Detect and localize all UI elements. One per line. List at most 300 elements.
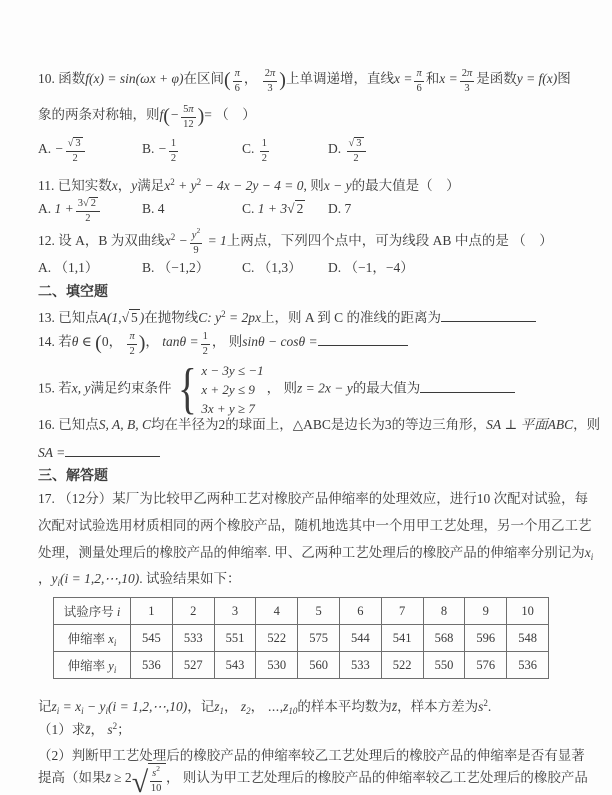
- radical-sign: √: [348, 137, 355, 149]
- question-15: [38, 357, 582, 420]
- text-run: A.: [38, 141, 55, 156]
- sqrt-fraction-expression: √ $\frac{s^2}{10}$: [132, 763, 166, 795]
- math-run: SA: [486, 417, 502, 432]
- radicand: 2: [296, 201, 304, 216]
- text-run: B. （−1,2）: [142, 260, 210, 275]
- text-run: 是函数: [476, 71, 517, 86]
- fraction-numerator: [181, 104, 196, 118]
- text-run: 2: [72, 153, 78, 164]
- fraction: [169, 138, 178, 165]
- section-fill-in-title: 二、填空题: [38, 285, 108, 300]
- answer-q11-option-c: [242, 196, 328, 222]
- big-paren: (: [163, 105, 170, 127]
- text-run: 5: [183, 103, 189, 115]
- superscript: 2: [112, 721, 118, 731]
- math-run: π: [270, 67, 276, 79]
- text-run: （1）求: [38, 722, 86, 737]
- text-run: 上两点，下列四个点中，可为线段 AB 中点的是 （ ）: [226, 233, 553, 248]
- fraction-numerator: [260, 138, 269, 152]
- math-run: x, y: [71, 380, 91, 396]
- text-run: C.: [242, 201, 258, 216]
- fraction-denominator: [66, 152, 85, 165]
- text-run: 17. （12分）某厂为比较甲乙两种工艺对橡胶产品伸缩率的处理效应，进行10 次配对试验，每: [38, 491, 589, 506]
- superscript: 2: [221, 309, 226, 319]
- text-run: 6: [234, 83, 240, 94]
- text-run: B.: [142, 141, 158, 156]
- table-column-header: 5: [298, 598, 340, 625]
- superscript: 2: [156, 764, 160, 773]
- text-run: ，: [224, 699, 241, 714]
- text-run: 2: [170, 153, 177, 164]
- question-11-options: [38, 196, 582, 225]
- text-run: 次配对试验选用材质相同的两个橡胶产品，随机地选其中一个用甲工艺处理，另一个用乙工艺: [38, 518, 592, 533]
- table-cell: 543: [214, 652, 256, 679]
- cases-line: [201, 380, 263, 399]
- math-run: π: [129, 330, 135, 342]
- math-run: y: [131, 178, 138, 193]
- question-10-options: [38, 136, 582, 165]
- math-run: 3x + y ≥ 7: [201, 401, 255, 416]
- subscript: i: [113, 637, 117, 648]
- math-run: s: [107, 722, 113, 737]
- fraction-numerator: [150, 765, 162, 782]
- fraction-numerator: [127, 331, 136, 345]
- text-run: 14. 若: [38, 334, 72, 349]
- math-run: z̄: [105, 770, 111, 786]
- text-run: 16. 已知点: [38, 417, 99, 432]
- fraction-denominator: [233, 82, 242, 95]
- text-run: 2: [202, 346, 208, 357]
- text-run: 2: [261, 153, 268, 164]
- math-run: x: [111, 178, 118, 193]
- text-run: B. 4: [142, 201, 165, 216]
- math-run: ): [139, 310, 145, 325]
- text-run: 的最大值为: [352, 380, 421, 396]
- fraction: [76, 198, 100, 225]
- text-run: 2: [129, 346, 135, 357]
- math-run: 1 +: [54, 201, 74, 216]
- big-paren: (: [95, 332, 102, 354]
- math-run: π: [188, 103, 194, 115]
- text-run: ≥ 2: [110, 770, 132, 786]
- text-run: 的样本平均数为: [297, 699, 392, 714]
- math-run: tanθ =: [162, 334, 199, 349]
- question-16-line-2: [38, 440, 582, 466]
- math-run: − 4x − 2y − 4 = 0: [201, 178, 304, 193]
- math-run: y: [191, 229, 197, 241]
- answer-q12-option-a: [38, 255, 142, 281]
- text-run: ，: [145, 334, 163, 349]
- text-run: 10. 函数: [38, 71, 86, 86]
- fraction: [201, 331, 210, 358]
- subscript: 2: [246, 706, 251, 716]
- table-column-header: 3: [214, 598, 256, 625]
- text-run: 象的两条对称轴，则: [38, 107, 160, 122]
- text-run: 处理，测量处理后的橡胶产品的伸缩率. 甲、乙两种工艺处理后的橡胶产品的伸缩率分别记为: [38, 545, 585, 560]
- answer-blank: [441, 306, 536, 322]
- math-run: A(1,: [98, 310, 122, 325]
- text-run: D. 7: [328, 201, 352, 216]
- math-run: z = 2x − y: [296, 380, 353, 396]
- text-run: D.: [328, 141, 345, 156]
- text-run: 2: [264, 67, 271, 79]
- table-column-header: 4: [256, 598, 298, 625]
- fraction-numerator: [414, 68, 423, 82]
- table-cell: 536: [131, 652, 173, 679]
- big-paren: ): [279, 69, 286, 91]
- radical-sign: √: [67, 137, 74, 149]
- text-run: 9: [193, 245, 199, 256]
- superscript: 2: [170, 232, 176, 242]
- math-run: x − 3y ≤ −1: [201, 363, 264, 378]
- text-run: ，: [117, 178, 132, 193]
- fraction: [233, 68, 242, 95]
- table-row-label: [54, 652, 131, 679]
- answer-q11-option-b: [142, 196, 242, 222]
- question-10-line-1: [38, 66, 582, 95]
- left-brace: {: [178, 357, 198, 420]
- fraction-denominator: [150, 782, 162, 795]
- fraction-numerator: [201, 331, 210, 345]
- text-run: 和: [425, 71, 440, 86]
- answer-q11-option-d: [328, 196, 351, 222]
- text-run: C.: [242, 141, 258, 156]
- math-run: −: [169, 107, 180, 122]
- table-cell: 576: [465, 652, 507, 679]
- math-run: −: [175, 233, 188, 248]
- fraction: [181, 104, 196, 131]
- text-run: 满足约束条件: [90, 380, 172, 396]
- table-column-header: 8: [423, 598, 465, 625]
- text-run: 试验序号: [63, 605, 117, 619]
- text-run: 12. 设 A，B 为双曲线: [38, 233, 165, 248]
- superscript: 2: [196, 225, 201, 235]
- math-run: 平面ABC: [520, 417, 574, 432]
- text-run: 6: [416, 83, 422, 94]
- question-17-part-2-line-2: [38, 763, 588, 795]
- text-run: 0，: [101, 334, 126, 349]
- fraction-numerator: [190, 227, 202, 244]
- text-run: 1: [202, 330, 208, 342]
- subscript: i: [590, 552, 594, 562]
- table-row-label: [54, 625, 131, 652]
- text-run: ，记: [187, 699, 215, 714]
- subscript: i: [57, 578, 61, 588]
- fraction-denominator: [127, 345, 136, 358]
- math-run: −: [157, 141, 167, 156]
- table-column-header: 6: [339, 598, 381, 625]
- math-run: z: [51, 699, 57, 714]
- radicand: 3: [356, 137, 362, 149]
- text-run: 1: [170, 137, 177, 149]
- question-10-line-2: [38, 102, 582, 131]
- math-run: s: [478, 699, 484, 714]
- text-run: ，则: [573, 417, 601, 432]
- table-cell: 560: [298, 652, 340, 679]
- fraction-numerator: [347, 138, 366, 152]
- fraction: [263, 68, 278, 95]
- table-cell: 527: [172, 652, 214, 679]
- math-run: π: [466, 67, 473, 79]
- fraction-numerator: [76, 198, 100, 212]
- math-run: x: [164, 178, 171, 193]
- question-12-line-1: [38, 224, 582, 257]
- table-cell: 533: [339, 652, 381, 679]
- math-run: y = f(x): [516, 71, 558, 86]
- table-column-header: 2: [172, 598, 214, 625]
- text-run: （2）判断甲工艺处理后的橡胶产品的伸缩率较乙工艺处理后的橡胶产品的伸缩率是否有显著: [38, 748, 585, 763]
- fraction-denominator: [347, 152, 366, 165]
- fraction-denominator: [414, 82, 423, 95]
- math-run: z̄: [85, 722, 91, 737]
- text-run: 11. 已知实数: [38, 178, 112, 193]
- table-row: [54, 652, 549, 679]
- text-run: ，样本方差为: [397, 699, 479, 714]
- text-run: ， 则: [266, 380, 297, 396]
- math-run: θ: [71, 334, 79, 349]
- math-run: i: [116, 605, 121, 619]
- answer-q10-option-a: [38, 136, 142, 165]
- answer-q10-option-b: [142, 136, 242, 165]
- table-column-header: 7: [381, 598, 423, 625]
- radicand: 2: [90, 197, 97, 209]
- text-run: D. （−1，−4）: [328, 260, 414, 275]
- subscript: i: [113, 664, 117, 675]
- question-17-line-2: [38, 513, 592, 539]
- math-run: C: y: [198, 310, 222, 325]
- cases-line: [201, 361, 263, 380]
- math-run: − y: [83, 699, 106, 714]
- answer-q10-option-c: [242, 136, 328, 165]
- math-run: x: [164, 233, 171, 248]
- math-run: x + 2y ≤ 9: [201, 382, 255, 397]
- math-run: (i = 1,2,⋯,10): [108, 699, 188, 714]
- question-14: [38, 329, 582, 358]
- text-run: ；: [117, 722, 131, 737]
- answer-q12-option-b: [142, 255, 242, 281]
- text-run: 上，则 A 到 C 的准线的距离为: [261, 310, 442, 325]
- big-paren: ): [138, 332, 146, 354]
- fraction-denominator: [181, 118, 196, 131]
- subscript: i: [56, 706, 60, 716]
- fraction-numerator: [233, 68, 242, 82]
- answer-q10-option-d: [328, 136, 368, 165]
- math-run: π: [416, 67, 422, 79]
- math-run: z̄: [391, 699, 398, 714]
- text-run: 3: [267, 83, 273, 94]
- text-run: 13. 已知点: [38, 310, 99, 325]
- fraction-denominator: [460, 82, 475, 95]
- math-run: + y: [174, 178, 197, 193]
- text-run: 提高（如果: [38, 770, 106, 786]
- text-run: ，: [90, 722, 108, 737]
- text-run: ∈: [78, 334, 96, 349]
- fraction-denominator: [201, 345, 210, 358]
- cases-system: [174, 357, 264, 420]
- math-run: SA =: [38, 445, 66, 460]
- text-run: 3: [77, 197, 83, 209]
- radicand: 3: [75, 137, 81, 149]
- question-16-line-1: [38, 412, 601, 438]
- fraction: [190, 227, 202, 257]
- table-cell: 568: [423, 625, 465, 652]
- fraction-numerator: [263, 68, 278, 82]
- text-run: . 试验结果如下：: [139, 571, 241, 586]
- answer-q11-option-a: [38, 196, 142, 225]
- text-run: ， 则认为甲工艺处理后的橡胶产品的伸缩率较乙工艺处理后的橡胶产品: [166, 770, 588, 786]
- math-run: S, A, B, C: [98, 417, 152, 432]
- text-run: , 则: [303, 178, 324, 193]
- text-run: ， 则: [211, 334, 243, 349]
- table-cell: 530: [256, 652, 298, 679]
- answer-q12-option-d: [328, 255, 414, 281]
- math-run: = 1: [204, 233, 227, 248]
- table-cell: 544: [339, 625, 381, 652]
- text-run: 记: [38, 699, 52, 714]
- fraction: [66, 138, 85, 165]
- fraction-denominator: [260, 152, 269, 165]
- text-run: 图: [557, 71, 571, 86]
- answer-blank: [420, 377, 515, 393]
- text-run: 10: [150, 783, 162, 795]
- table-cell: 522: [381, 652, 423, 679]
- text-run: A.: [38, 201, 55, 216]
- section-solutions-title: 三、解答题: [38, 469, 108, 484]
- text-run: ，: [243, 71, 261, 86]
- table-cell: 536: [507, 652, 549, 679]
- table-cell: 596: [465, 625, 507, 652]
- math-run: x: [584, 545, 591, 560]
- text-run: 1: [261, 137, 268, 149]
- question-17-part-1: [38, 713, 582, 743]
- math-run: (i = 1,2,⋯,10): [60, 571, 140, 586]
- subscript: i: [81, 706, 84, 716]
- radicand: [148, 763, 166, 795]
- text-run: 伸缩率: [67, 658, 109, 673]
- math-run: x =: [393, 71, 413, 86]
- table-cell: 533: [172, 625, 214, 652]
- superscript: 2: [196, 177, 202, 187]
- fraction-denominator: [263, 82, 278, 95]
- text-run: 满足: [137, 178, 165, 193]
- fraction-numerator: [169, 138, 178, 152]
- radical-sign: √: [83, 197, 89, 209]
- text-run: A. （1,1）: [38, 260, 99, 275]
- math-run: sinθ − cosθ =: [242, 334, 318, 349]
- math-run: = 2px: [225, 310, 262, 325]
- table-column-header: 10: [507, 598, 549, 625]
- subscript: 1: [219, 706, 225, 716]
- radical-sign: √: [287, 201, 295, 216]
- math-run: = x: [59, 699, 82, 714]
- math-run: f(x) = sin(ωx + φ): [85, 71, 184, 86]
- text-run: 上单调递增，直线: [285, 71, 394, 86]
- text-run: .: [487, 699, 492, 714]
- table-cell: 522: [256, 625, 298, 652]
- sqrt-expression: [68, 138, 83, 150]
- table-column-header: 9: [465, 598, 507, 625]
- table-cell: 541: [381, 625, 423, 652]
- table-cell: 551: [214, 625, 256, 652]
- text-run: 2: [461, 67, 467, 79]
- text-run: 2: [85, 213, 91, 224]
- text-run: C. （1,3）: [242, 260, 302, 275]
- subscript: i: [105, 706, 109, 716]
- math-run: 1 + 3: [257, 201, 288, 216]
- subscript: 10: [288, 706, 298, 716]
- question-12-options: [38, 255, 582, 281]
- math-run: z: [283, 699, 289, 714]
- text-run: ， ⋯,: [250, 699, 284, 714]
- question-17-line-1: [38, 486, 589, 512]
- superscript: 2: [170, 177, 175, 187]
- math-run: f: [159, 107, 164, 122]
- text-run: 12: [183, 119, 194, 130]
- text-run: ，: [38, 571, 52, 586]
- math-run: x − y: [323, 178, 352, 193]
- answer-blank: [65, 441, 160, 457]
- text-run: 3: [464, 83, 470, 94]
- big-paren: (: [223, 69, 231, 91]
- text-run: 的最大值是（ ）: [351, 178, 460, 193]
- table-row: [54, 625, 549, 652]
- text-run: 在抛物线: [144, 310, 199, 325]
- math-run: x: [108, 631, 114, 646]
- text-run: = （ ）: [204, 107, 256, 122]
- answer-q12-option-c: [242, 255, 328, 281]
- fraction: [347, 138, 366, 165]
- table-cell: 545: [131, 625, 173, 652]
- cases-lines: [201, 361, 263, 418]
- sqrt-expression: [83, 198, 98, 210]
- radicand: 5: [131, 310, 138, 325]
- fraction: [150, 765, 162, 795]
- answer-blank: [318, 330, 408, 346]
- fraction-numerator: [460, 68, 475, 82]
- math-run: π: [234, 67, 240, 79]
- fraction: [460, 68, 475, 95]
- table-corner-header: [54, 598, 131, 625]
- text-run: 15. 若: [38, 380, 72, 396]
- sqrt-expression: [287, 196, 305, 222]
- question-17-line-4: [38, 566, 582, 596]
- question-13: [38, 301, 582, 331]
- text-run: 在区间: [183, 71, 224, 86]
- big-paren: ): [197, 105, 205, 127]
- fraction-denominator: [169, 152, 178, 165]
- table-cell: 548: [507, 625, 549, 652]
- fraction-numerator: [66, 138, 85, 152]
- fraction: [260, 138, 269, 165]
- fraction: [414, 68, 423, 95]
- text-run: 均在半径为2的球面上，△ABC是边长为3的等边三角形，: [151, 417, 487, 432]
- math-run: y: [108, 658, 114, 673]
- superscript: 2: [483, 698, 488, 708]
- math-run: s: [152, 768, 157, 779]
- text-run: ⊥: [501, 417, 521, 432]
- results-table: [53, 597, 549, 679]
- question-11-line-1: [38, 169, 582, 199]
- math-run: z: [214, 699, 220, 714]
- table-column-header: 1: [131, 598, 173, 625]
- text-run: 伸缩率: [67, 631, 109, 646]
- math-run: z: [240, 699, 247, 714]
- table-cell: 575: [298, 625, 340, 652]
- math-run: −: [54, 141, 64, 156]
- math-run: y: [51, 571, 58, 586]
- sqrt-expression: [349, 138, 364, 150]
- fraction: [127, 331, 136, 358]
